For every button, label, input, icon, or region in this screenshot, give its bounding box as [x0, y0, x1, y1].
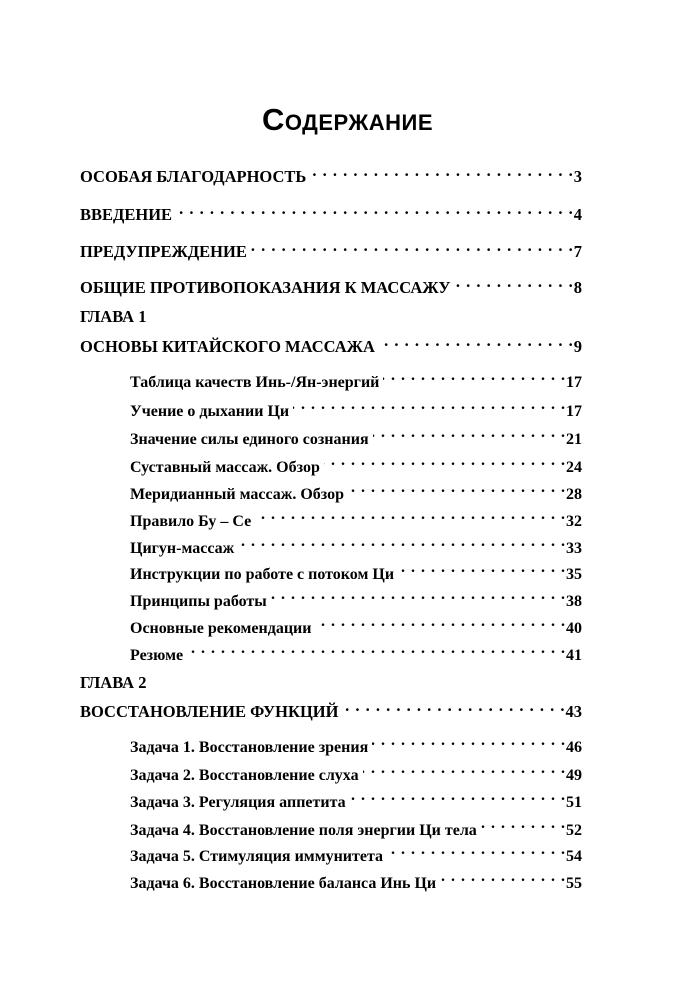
toc-subentry[interactable] — [130, 785, 582, 811]
toc-entry-label: ВВЕДЕНИЕ — [80, 205, 173, 224]
dot-leader — [176, 198, 574, 220]
toc-subentry[interactable] — [130, 813, 582, 839]
toc-subentry[interactable] — [130, 758, 582, 784]
toc-entry-page: 35 — [566, 566, 582, 583]
dot-leader — [348, 477, 566, 499]
toc-entry-page: 43 — [565, 702, 582, 721]
dot-leader — [379, 330, 574, 352]
toc-entry-introduction[interactable] — [80, 198, 582, 224]
toc-entry-page: 8 — [573, 278, 582, 297]
toc-subentry[interactable] — [130, 611, 582, 637]
toc-entry-label: Учение о дыхании Ци — [130, 403, 290, 420]
toc-entry-label: Значение силы единого сознания — [130, 431, 369, 448]
toc-entry-page: 7 — [573, 242, 582, 261]
toc-entry-label: ВОССТАНОВЛЕНИЕ ФУНКЦИЙ — [80, 702, 339, 721]
dot-leader — [383, 365, 566, 387]
toc-subentry[interactable] — [130, 450, 582, 476]
toc-entry-label: ОБЩИЕ ПРОТИВОПОКАЗАНИЯ К МАССАЖУ — [80, 278, 451, 297]
toc-entry-label: Задача 6. Восстановление баланса Инь Ци — [130, 875, 437, 892]
toc-entry-label: Принципы работы — [130, 593, 267, 610]
toc-entry-label: Инструкции по работе с потоком Ци — [130, 566, 395, 583]
dot-leader — [373, 422, 566, 444]
toc-entry-label: Задача 4. Восстановление поля энергии Ци тела — [130, 822, 477, 839]
toc-entry-label: ПРЕДУПРЕЖДЕНИЕ — [80, 242, 247, 261]
toc-entry-label: Суставный массаж. Обзор — [130, 459, 320, 476]
dot-leader — [251, 235, 574, 257]
dot-leader — [310, 160, 573, 182]
toc-entry-page: 38 — [566, 593, 582, 610]
toc-entry-page: 3 — [573, 167, 582, 186]
toc-subentry[interactable] — [130, 504, 582, 530]
toc-entry-label: Меридианный массаж. Обзор — [130, 486, 345, 503]
toc-subentry[interactable] — [130, 365, 582, 391]
dot-leader — [398, 557, 566, 579]
toc-entry-chapter-1[interactable] — [80, 330, 582, 356]
toc-entry-label: Таблица качеств Инь-/Ян-энергий — [130, 374, 380, 391]
toc-entry-acknowledgements[interactable] — [80, 160, 582, 186]
dot-leader — [271, 584, 566, 606]
dot-leader — [187, 638, 566, 660]
toc-entry-page: 55 — [566, 875, 582, 892]
toc-entry-contraindications[interactable] — [80, 271, 582, 297]
chapter-2-heading: ГЛАВА 2 — [80, 673, 147, 692]
toc-entry-page: 40 — [566, 620, 582, 637]
toc-entry-label: Правило Бу – Се — [130, 513, 252, 530]
dot-leader — [255, 504, 566, 526]
toc-entry-page: 51 — [566, 794, 582, 811]
toc-entry-page: 28 — [566, 486, 582, 503]
toc-subentry[interactable] — [130, 584, 582, 610]
toc-entry-label: ОСОБАЯ БЛАГОДАРНОСТЬ — [80, 167, 307, 186]
dot-leader — [238, 531, 566, 553]
toc-entry-page: 33 — [566, 540, 582, 557]
toc-entry-label: Задача 2. Восстановление слуха — [130, 767, 359, 784]
toc-entry-page: 41 — [566, 647, 582, 664]
toc-subentry[interactable] — [130, 422, 582, 448]
toc-entry-page: 4 — [573, 205, 582, 224]
dot-leader — [293, 394, 566, 416]
toc-entry-page: 32 — [566, 513, 582, 530]
dot-leader — [342, 695, 565, 717]
toc-entry-page: 46 — [566, 739, 582, 756]
toc-entry-page: 49 — [566, 767, 582, 784]
dot-leader — [440, 866, 566, 888]
toc-subentry[interactable] — [130, 394, 582, 420]
dot-leader — [363, 758, 566, 780]
dot-leader — [455, 271, 574, 293]
toc-entry-page: 9 — [573, 337, 582, 356]
toc-subentry[interactable] — [130, 557, 582, 583]
toc-entry-page: 24 — [566, 459, 582, 476]
toc-entry-chapter-2[interactable] — [80, 695, 582, 721]
toc-entry-label: Задача 5. Стимуляция иммунитета — [130, 848, 384, 865]
toc-subentry[interactable] — [130, 477, 582, 503]
toc-entry-label: Цигун-массаж — [130, 540, 235, 557]
toc-entry-label: Резюме — [130, 647, 184, 664]
toc-subentry[interactable] — [130, 730, 582, 756]
toc-entry-label: Задача 3. Регуляция аппетита — [130, 794, 346, 811]
toc-entry-page: 21 — [566, 431, 582, 448]
toc-entry-page: 17 — [566, 374, 582, 391]
dot-leader — [481, 813, 566, 835]
toc-subentry[interactable] — [130, 866, 582, 892]
toc-subentry[interactable] — [130, 638, 582, 664]
dot-leader — [316, 611, 567, 633]
dot-leader — [372, 730, 566, 752]
toc-entry-label: Основные рекомендации — [130, 620, 312, 637]
dot-leader — [350, 785, 566, 807]
toc-entry-label: Задача 1. Восстановление зрения — [130, 739, 369, 756]
page-title: Содержание — [261, 102, 434, 137]
toc-entry-page: 54 — [566, 848, 582, 865]
toc-entry-page: 17 — [566, 403, 582, 420]
toc-entry-page: 52 — [566, 822, 582, 839]
toc-subentry[interactable] — [130, 531, 582, 557]
dot-leader — [324, 450, 566, 472]
chapter-1-heading: ГЛАВА 1 — [80, 307, 147, 326]
toc-subentry[interactable] — [130, 839, 582, 865]
dot-leader — [387, 839, 566, 861]
toc-entry-warning[interactable] — [80, 235, 582, 261]
toc-entry-label: ОСНОВЫ КИТАЙСКОГО МАССАЖА — [80, 337, 375, 356]
